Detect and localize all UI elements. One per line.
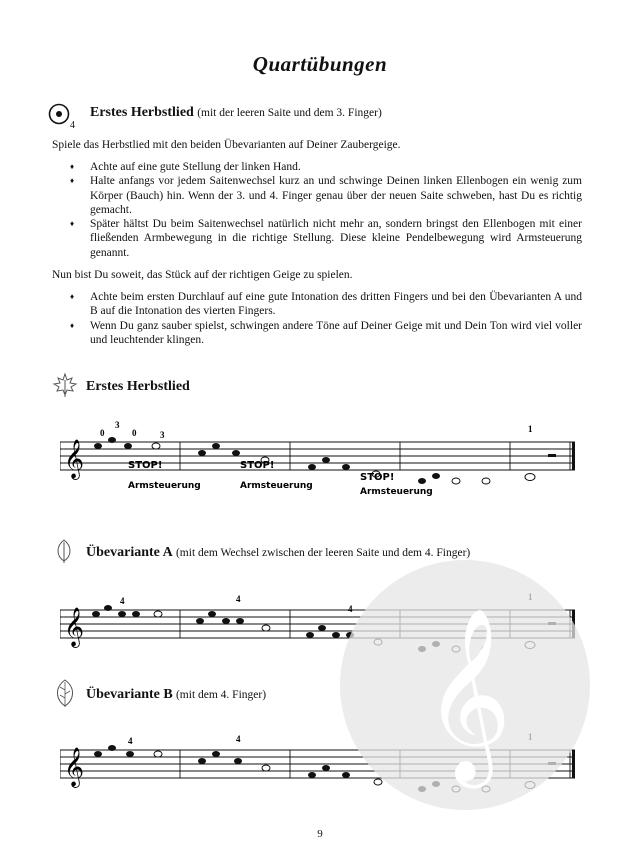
treble-clef-icon: 𝄞 [64,439,85,479]
fingering-label: 0 [132,428,137,438]
fingering-label: 3 [160,430,165,440]
section-title: Übevariante A [86,545,173,560]
list-item: ♦ Halte anfangs vor jedem Saitenwechsel kurz an und schwinge Deinen linken Ellenbogen ein wenig zum Körper (Bauch) hin. Wenn der 3. und 4. Finger genau über der neuen Saite schweben, hast Du es richtig gemacht. [70,174,582,217]
fingering-label: 0 [100,428,105,438]
arm-label: Armsteuerung [128,481,201,491]
section-title: Erstes Herbstlied [86,379,190,394]
page-number: 9 [317,828,323,840]
list-item: ♦ Achte beim ersten Durchlauf auf eine gute Intonation des dritten Fingers und bei den Übevarianten A und B auf die Intonation des vierten Fingers. [70,290,582,319]
svg-text:𝄞: 𝄞 [423,607,512,781]
para2-text: Nun bist Du soweit, das Stück auf der richtigen Geige zu spielen. [52,269,353,281]
section-note: (mit dem 4. Finger) [175,689,267,701]
stop-label: STOP! [128,460,163,471]
track-title: Erstes Herbstlied [90,105,194,120]
list-item: ♦ Achte auf eine gute Stellung der linken Hand. [70,160,582,174]
treble-clef-icon: 𝄞 [64,747,85,787]
fingering-label: 1 [528,424,533,434]
leaf-icon [52,678,78,708]
list-item: ♦ Später hältst Du beim Saitenwechsel natürlich nicht mehr an, sondern bringst den Ellenbogen mit einer fließenden Armbewegung in die richtige Stellung. Diese kleine Pendelbewegung wird Armsteuerung genannt. [70,217,582,260]
page-title: Quartübungen [252,52,388,76]
fingering-label: 4 [120,596,125,606]
treble-clef-icon: 𝄞 [64,607,85,647]
bullet-list-1 [70,160,582,260]
fingering-label: 4 [128,736,133,746]
fingering-label: 4 [236,594,241,604]
list-item: ♦ Wenn Du ganz sauber spielst, schwingen andere Töne auf Deiner Geige mit und Dein Ton wird viel voller und leuchtender klingen. [70,319,582,348]
track-heading [90,104,382,121]
arm-label: Armsteuerung [240,481,313,491]
bullet-list-2 [70,290,582,347]
leaf-icon [54,538,74,564]
stop-label: STOP! [360,472,395,483]
section-heading-3 [86,686,266,703]
track-note: (mit der leeren Saite und dem 3. Finger) [197,107,382,119]
arm-label: Armsteuerung [360,487,433,497]
fingering-label: 4 [236,734,241,744]
intro-text: Spiele das Herbstlied mit den beiden Übevarianten auf Deiner Zaubergeige. [52,139,401,151]
section-note: (mit dem Wechsel zwischen der leeren Saite und dem 4. Finger) [175,547,471,559]
watermark-logo-icon [335,555,595,815]
cd-track-icon [48,103,70,125]
section-heading-1 [86,378,190,395]
fingering-label: 4 [348,604,353,614]
track-number: 4 [70,120,75,131]
music-staff-1 [60,410,580,502]
stop-label: STOP! [240,460,275,471]
fingering-label: 3 [115,420,120,430]
maple-leaf-icon [52,372,78,398]
section-title: Übevariante B [86,687,173,702]
